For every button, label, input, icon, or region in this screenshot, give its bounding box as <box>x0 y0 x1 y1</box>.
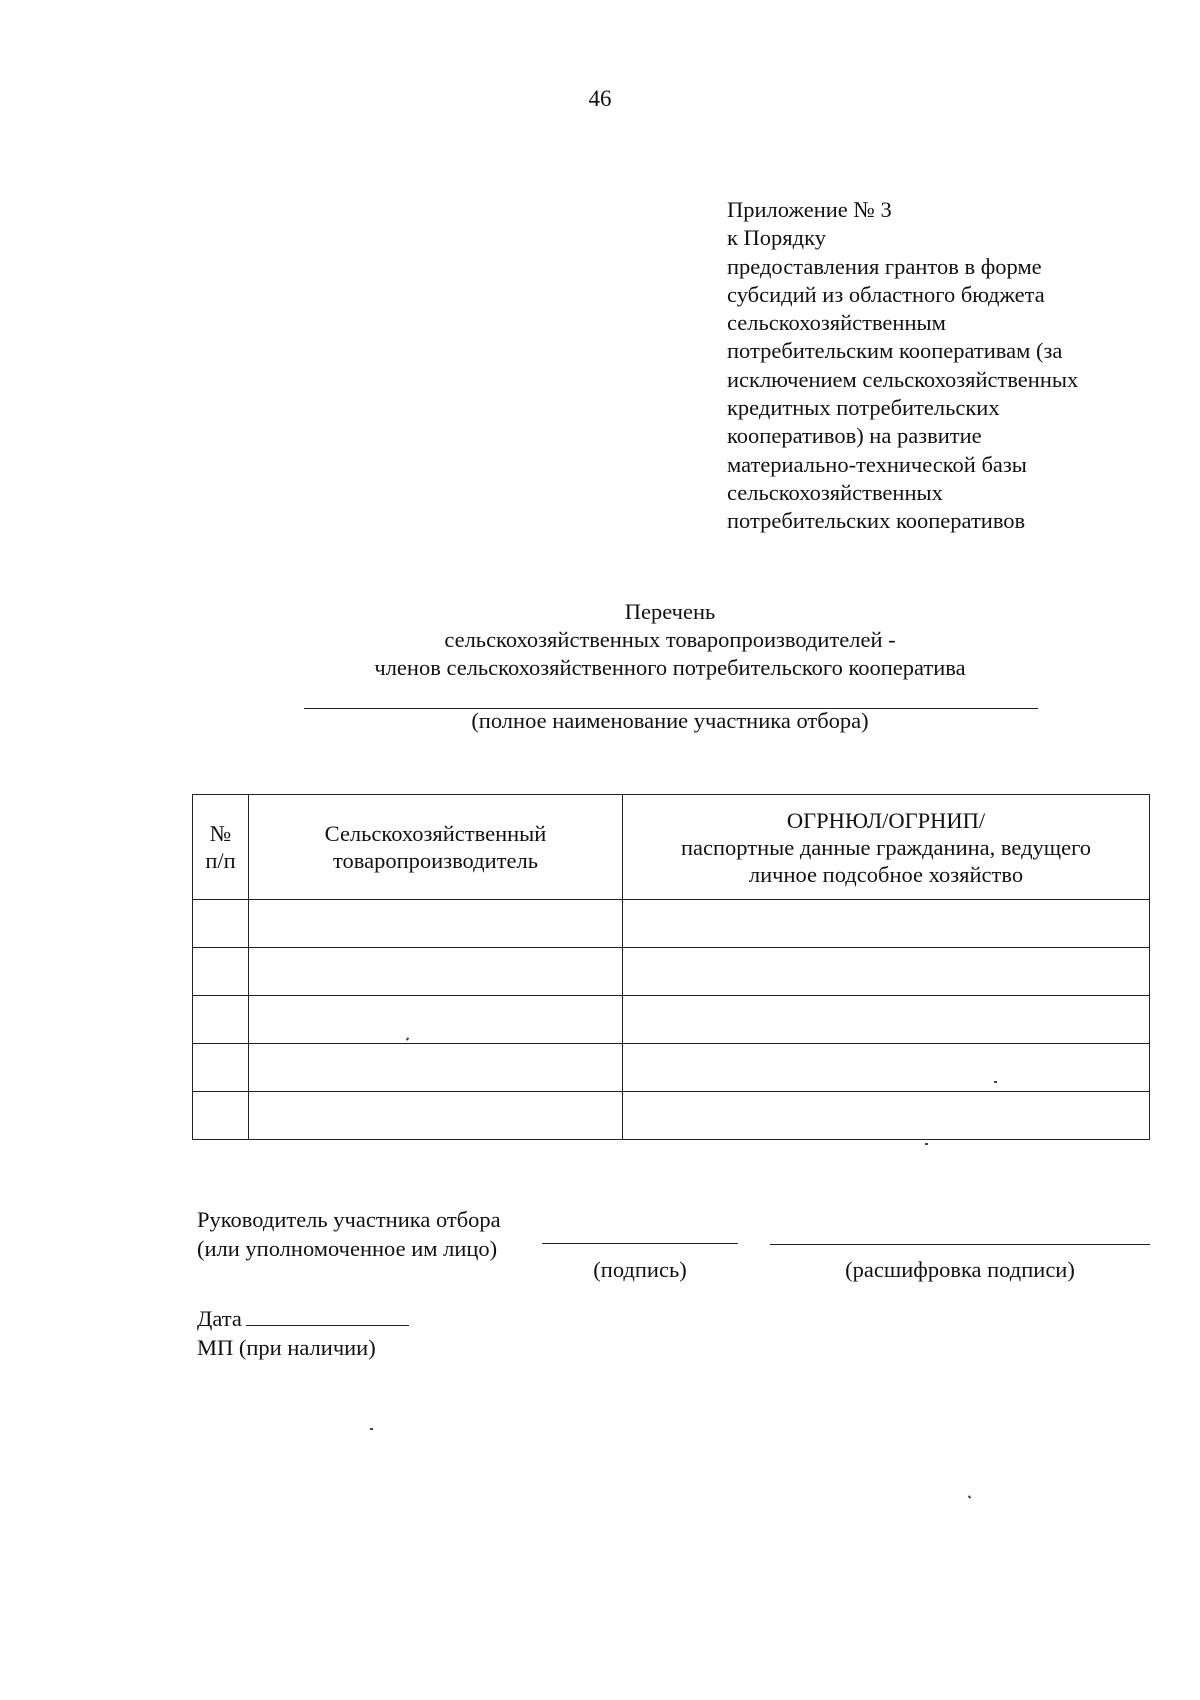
scan-speck <box>370 1428 373 1430</box>
document-title <box>260 598 1080 682</box>
scan-speck <box>968 1495 971 1499</box>
signatory-label <box>197 1205 501 1263</box>
header-producer-line: товаропроизводитель <box>333 848 538 873</box>
members-table <box>192 794 1150 1140</box>
signatory-label-line: (или уполномоченное им лицо) <box>197 1236 498 1261</box>
scan-speck <box>994 1081 997 1083</box>
appendix-line: потребительских кооперативов <box>727 508 1026 534</box>
table-cell-ogrn[interactable] <box>623 1044 1150 1092</box>
table-cell-producer[interactable] <box>249 1044 623 1092</box>
appendix-line: кредитных потребительских <box>727 395 1000 421</box>
table-cell-number[interactable] <box>193 900 249 948</box>
table-cell-producer[interactable] <box>249 900 623 948</box>
table-cell-ogrn[interactable] <box>623 996 1150 1044</box>
appendix-line: сельскохозяйственных <box>727 479 943 505</box>
signature-field[interactable] <box>542 1243 738 1244</box>
appendix-line: материально-технической базы <box>727 451 1027 477</box>
table-cell-ogrn[interactable] <box>623 1092 1150 1140</box>
table-cell-ogrn[interactable] <box>623 900 1150 948</box>
header-ogrn <box>623 795 1150 900</box>
table-cell-number[interactable] <box>193 1044 249 1092</box>
header-ogrn-line: ОГРНЮЛ/ОГРНИП/ <box>786 807 986 833</box>
table-row <box>193 1092 1150 1140</box>
appendix-line: исключением сельскохозяйственных <box>727 366 1079 392</box>
appendix-line: субсидий из областного бюджета <box>727 281 1045 307</box>
table-cell-number[interactable] <box>193 1092 249 1140</box>
date-label: Дата <box>197 1306 242 1331</box>
header-ogrn-line: личное подсобное хозяйство <box>748 861 1024 887</box>
table-row <box>193 1044 1150 1092</box>
table-row <box>193 996 1150 1044</box>
appendix-line: предоставления грантов в форме <box>727 253 1042 279</box>
header-producer <box>249 795 623 900</box>
table-cell-ogrn[interactable] <box>623 948 1150 996</box>
appendix-line: потребительским кооперативам (за <box>727 338 1063 364</box>
appendix-header <box>727 196 1167 536</box>
table-header-row <box>193 795 1150 900</box>
signatory-label-line: Руководитель участника отбора <box>197 1207 501 1232</box>
participant-name-caption: (полное наименование участника отбора) <box>471 708 869 733</box>
table-cell-producer[interactable] <box>249 948 623 996</box>
header-number-line: № <box>209 821 232 846</box>
table-cell-number[interactable] <box>193 948 249 996</box>
appendix-line: кооперативов) на развитие <box>727 423 982 449</box>
title-line: сельскохозяйственных товаропроизводителей - <box>444 627 896 652</box>
table-cell-number[interactable] <box>193 996 249 1044</box>
appendix-line: сельскохозяйственным <box>727 310 946 336</box>
table-cell-producer[interactable] <box>249 1092 623 1140</box>
table-row <box>193 948 1150 996</box>
stamp-label: МП (при наличии) <box>197 1335 376 1360</box>
date-field[interactable] <box>246 1303 409 1326</box>
header-ogrn-line: паспортные данные гражданина, ведущего <box>680 834 1092 860</box>
scan-speck <box>925 1143 928 1145</box>
page-number: 46 <box>588 86 612 111</box>
date-stamp-block <box>197 1303 409 1362</box>
header-number <box>193 795 249 900</box>
signature-decode-caption: (расшифровка подписи) <box>845 1257 1075 1282</box>
appendix-line: Приложение № 3 <box>727 197 892 222</box>
header-producer-line: Сельскохозяйственный <box>324 821 547 846</box>
table-cell-producer[interactable] <box>249 996 623 1044</box>
signature-decode-field[interactable] <box>770 1244 1150 1245</box>
title-line: Перечень <box>624 599 716 624</box>
title-line: членов сельскохозяйственного потребительского кооператива <box>374 655 966 680</box>
table-row <box>193 900 1150 948</box>
signature-caption: (подпись) <box>593 1257 687 1282</box>
appendix-line: к Порядку <box>727 225 826 251</box>
header-number-line: п/п <box>205 848 236 873</box>
